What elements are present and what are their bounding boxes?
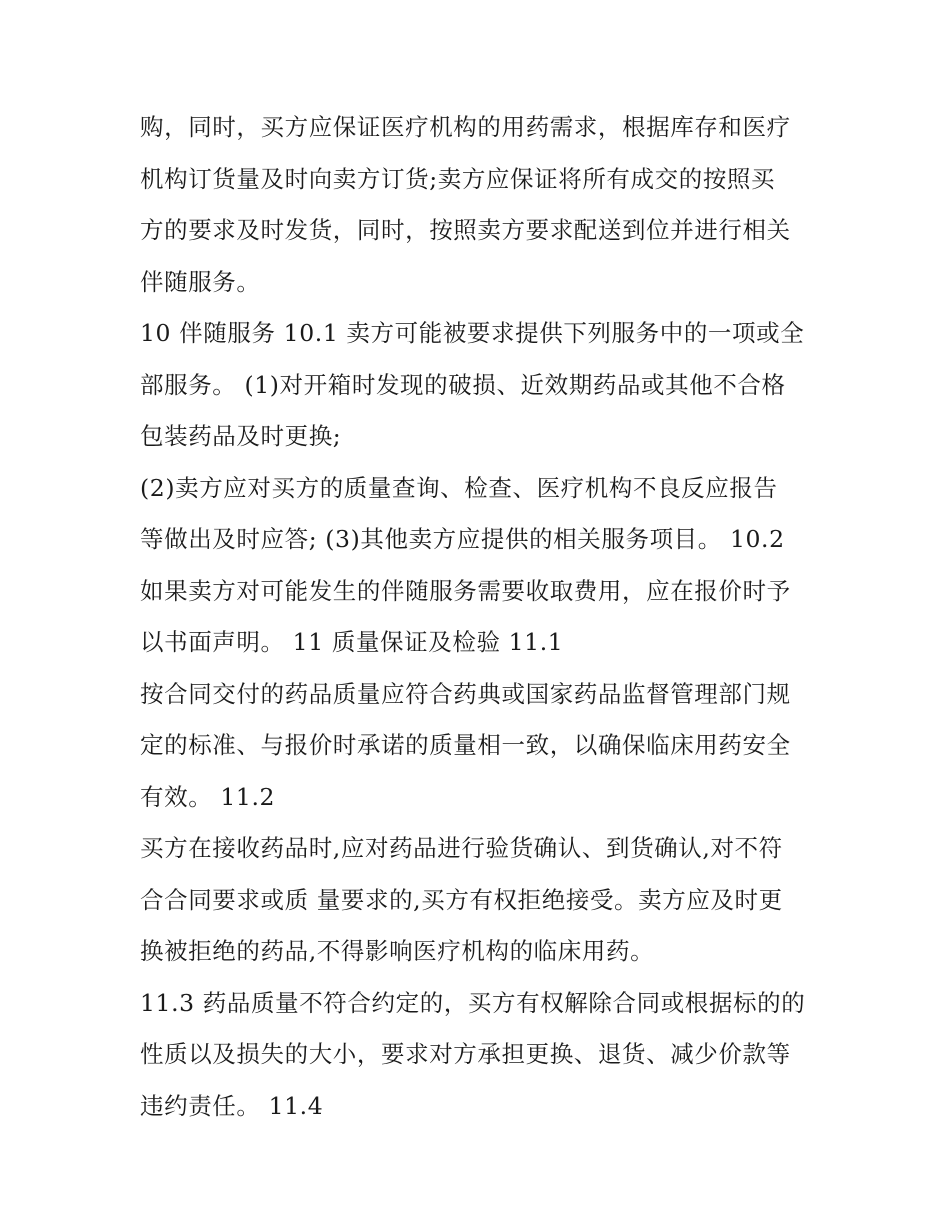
text-line: 换被拒绝的药品,不得影响医疗机构的临床用药。	[140, 937, 655, 965]
text-line: 合合同要求或质 量要求的,买方有权拒绝接受。卖方应及时更	[140, 885, 783, 914]
text-line: 伴随服务。	[140, 267, 261, 296]
text-line: 定的标准、与报价时承诺的质量相一致，以确保临床用药安全	[140, 731, 791, 759]
text-line: 性质以及损失的大小，要求对方承担更换、退货、减少价款等	[140, 1040, 791, 1068]
text-line: 买方在接收药品时,应对药品进行验货确认、到货确认,对不符	[140, 834, 783, 862]
text-line: 有效。 11.2	[140, 782, 276, 811]
text-line: 机构订货量及时向卖方订货;卖方应保证将所有成交的按照买	[140, 164, 776, 193]
text-line: 方的要求及时发货，同时，按照卖方要求配送到位并进行相关	[140, 216, 791, 244]
text-line: 11.3 药品质量不符合约定的，买方有权解除合同或根据标的的	[140, 988, 806, 1017]
text-line: 如果卖方对可能发生的伴随服务需要收取费用，应在报价时予	[140, 576, 791, 605]
text-line: 购，同时，买方应保证医疗机构的用药需求，根据库存和医疗	[140, 113, 791, 141]
text-line: (2)卖方应对买方的质量查询、检查、医疗机构不良反应报告	[140, 473, 778, 502]
text-line: 10 伴随服务 10.1 卖方可能被要求提供下列服务中的一项或全	[140, 319, 805, 347]
text-line: 包装药品及时更换;	[140, 422, 342, 450]
text-line: 按合同交付的药品质量应符合药典或国家药品监督管理部门规	[140, 679, 791, 708]
text-line: 违约责任。 11.4	[140, 1091, 324, 1120]
text-line: 以书面声明。 11 质量保证及检验 11.1	[140, 628, 564, 656]
contract-text	[140, 102, 820, 1132]
text-line: 等做出及时应答; (3)其他卖方应提供的相关服务项目。 10.2	[140, 525, 785, 553]
text-line: 部服务。 (1)对开箱时发现的破损、近效期药品或其他不合格	[140, 370, 786, 399]
